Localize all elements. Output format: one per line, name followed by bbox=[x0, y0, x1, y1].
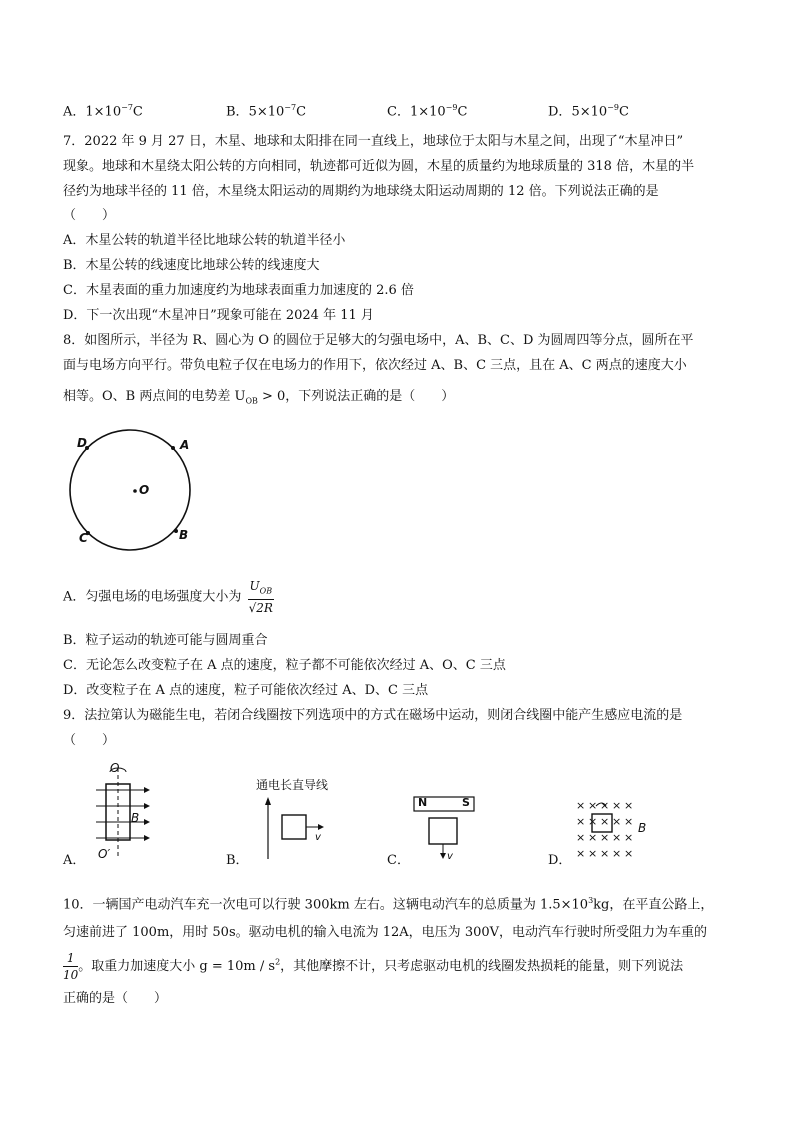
label-o: O bbox=[139, 483, 150, 497]
svg-text:×: × bbox=[624, 815, 634, 828]
field-label-d: B bbox=[638, 821, 647, 835]
label-b: B bbox=[179, 528, 189, 542]
q6-option-a: A．$1\times 10^{-7}C$ bbox=[63, 103, 143, 120]
q7-option-b: B．木星公转的线速度比地球公转的线速度大 bbox=[63, 258, 320, 273]
q9-option-b: B． bbox=[226, 853, 249, 868]
q9-figure-d bbox=[574, 798, 646, 864]
q6-option-c: C．$1\times 10^{-9}C$ bbox=[387, 103, 468, 120]
q8-option-c: C．无论怎么改变粒子在 A 点的速度，粒子都不可能依次经过 A、O、C 三点 bbox=[63, 658, 506, 673]
q9-figure-a bbox=[92, 760, 162, 860]
svg-text:×: × bbox=[600, 815, 610, 828]
svg-text:×: × bbox=[624, 831, 634, 844]
svg-text:×: × bbox=[612, 847, 622, 860]
label-d: D bbox=[77, 436, 87, 450]
svg-text:×: × bbox=[624, 799, 634, 812]
svg-text:×: × bbox=[624, 847, 634, 860]
point-a bbox=[171, 446, 175, 450]
q8-option-a: A．匀强电场的电场强度大小为 $\frac{U_{OB}}{√2R}$ bbox=[63, 579, 273, 616]
q10-stem-line-2: 匀速前进了 100m，用时 50s。驱动电机的输入电流为 12A，电压为 300V，电动汽车行驶时所受阻力为车重的 bbox=[63, 925, 708, 940]
q7-option-a: A．木星公转的轨道半径比地球公转的轨道半径小 bbox=[63, 233, 346, 248]
q10-stem-line-3: $\frac{1}{10}$ 。取重力加速度大小 $g = 10m / s^2$，其他摩擦不计，只考虑驱动电机的线圈发热损耗的能量，则下列说法 bbox=[63, 951, 684, 982]
resistance-fraction: $\frac{1}{10}$ bbox=[63, 951, 79, 982]
axis-top-label: O bbox=[110, 761, 120, 775]
svg-text:×: × bbox=[576, 799, 586, 812]
q10-stem-line-4: 正确的是（ ） bbox=[63, 991, 168, 1006]
svg-text:×: × bbox=[612, 799, 622, 812]
q9-option-d: D． bbox=[548, 853, 572, 868]
point-o bbox=[133, 489, 137, 493]
magnet-north-label: N bbox=[418, 796, 428, 809]
label-c: C bbox=[79, 531, 88, 545]
velocity-label-b: v bbox=[315, 832, 321, 843]
q9-option-c: C． bbox=[387, 853, 410, 868]
q7-option-d: D．下一次出现“木星冲日”现象可能在 2024 年 11 月 bbox=[63, 308, 374, 323]
magnet-south-label: S bbox=[462, 796, 470, 809]
field-strength-fraction: $\frac{U_{OB}}{√2R}$ bbox=[248, 579, 273, 616]
svg-text:×: × bbox=[588, 815, 598, 828]
q8-stem-line-1: 8．如图所示，半径为 R、圆心为 O 的圆位于足够大的匀强电场中，A、B、C、D 为圆周四等分点，圆所在平 bbox=[63, 333, 694, 348]
svg-text:×: × bbox=[576, 831, 586, 844]
label-a: A bbox=[180, 438, 190, 452]
svg-text:×: × bbox=[588, 799, 598, 812]
q6-option-d: D．$5\times 10^{-9}C$ bbox=[548, 103, 629, 120]
wire-caption: 通电长直导线 bbox=[256, 778, 329, 792]
q6-option-b: B．$5\times 10^{-7}C$ bbox=[226, 103, 307, 120]
q7-stem-line-1: 7．2022 年 9 月 27 日，木星、地球和太阳排在同一直线上，地球位于太阳与木星之间，出现了“木星冲日” bbox=[63, 134, 684, 149]
q9-stem-line-1: 9．法拉第认为磁能生电，若闭合线圈按下列选项中的方式在磁场中运动，则闭合线圈中能产生感应电流的是 bbox=[63, 708, 683, 723]
velocity-label-c: v bbox=[447, 851, 453, 862]
q10-stem-line-1: 10．一辆国产电动汽车充一次电可以行驶 300km 左右。这辆电动汽车的总质量为 $1.5\times 10^3kg$，在平直公路上， bbox=[63, 896, 714, 913]
svg-text:×: × bbox=[600, 831, 610, 844]
q8-option-d: D．改变粒子在 A 点的速度，粒子可能依次经过 A、D、C 三点 bbox=[63, 683, 429, 698]
svg-text:×: × bbox=[600, 847, 610, 860]
svg-text:×: × bbox=[588, 847, 598, 860]
q8-stem-line-3: 相等。O、B 两点间的电势差 $U_{OB} > 0$，下列说法正确的是（ ） bbox=[63, 389, 455, 406]
point-b bbox=[174, 529, 178, 533]
q7-option-c: C．木星表面的重力加速度约为地球表面重力加速度的 2.6 倍 bbox=[63, 283, 414, 298]
axis-bottom-label: O′ bbox=[98, 847, 111, 861]
q7-stem-line-2: 现象。地球和木星绕太阳公转的方向相同，轨迹都可近似为圆，木星的质量约为地球质量的 318 倍，木星的半 bbox=[63, 159, 695, 174]
svg-text:×: × bbox=[576, 815, 586, 828]
svg-text:×: × bbox=[612, 831, 622, 844]
q8-stem-line-2: 面与电场方向平行。带负电粒子仅在电场力的作用下，依次经过 A、B、C 三点，且在 A、C 两点的速度大小 bbox=[63, 358, 687, 373]
svg-text:×: × bbox=[600, 799, 610, 812]
svg-text:×: × bbox=[576, 847, 586, 860]
svg-text:×: × bbox=[612, 815, 622, 828]
q7-answer-blank: （ ） bbox=[63, 208, 116, 223]
svg-text:×: × bbox=[588, 831, 598, 844]
field-label-a: B bbox=[131, 811, 140, 825]
q7-stem-line-3: 径约为地球半径的 11 倍，木星绕太阳运动的周期约为地球绕太阳运动周期的 12 倍。下列说法正确的是 bbox=[63, 184, 659, 199]
q9-figure-b bbox=[260, 795, 340, 861]
q8-option-b: B．粒子运动的轨迹可能与圆周重合 bbox=[63, 633, 268, 648]
q9-option-a: A． bbox=[63, 853, 86, 868]
q9-answer-blank: （ ） bbox=[63, 733, 116, 748]
